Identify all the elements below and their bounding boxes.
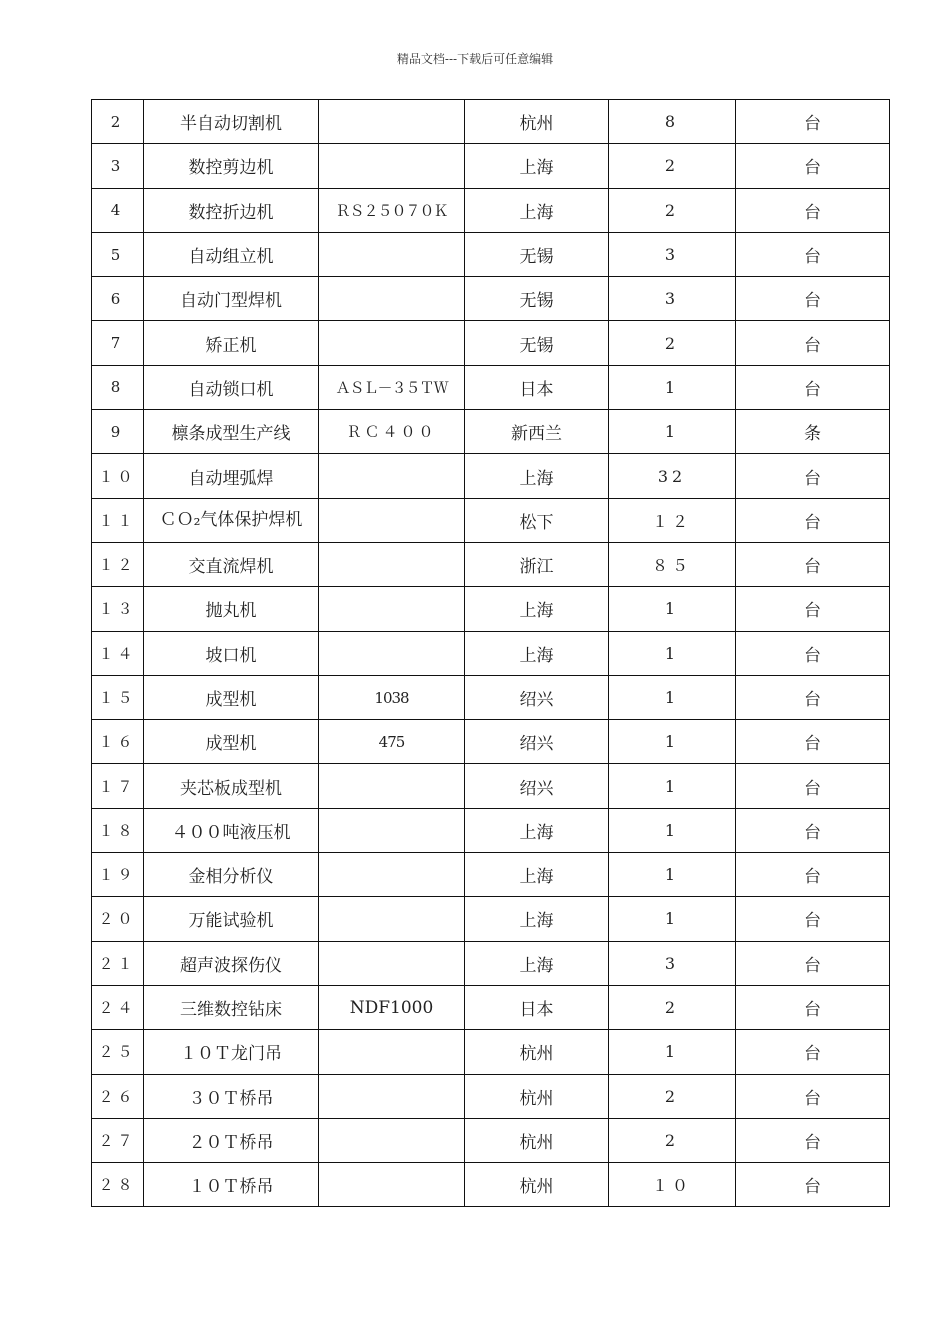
origin: 浙江 xyxy=(465,542,609,586)
quantity: 1 xyxy=(609,631,736,675)
row-number: １６ xyxy=(92,720,144,764)
quantity: ８５ xyxy=(609,542,736,586)
table-row xyxy=(92,410,890,454)
row-number: 9 xyxy=(92,410,144,454)
equipment-name: 檩条成型生产线 xyxy=(144,410,319,454)
model-number xyxy=(319,498,465,542)
table-row xyxy=(92,897,890,941)
quantity: 32 xyxy=(609,454,736,498)
model-number xyxy=(319,321,465,365)
origin: 上海 xyxy=(465,808,609,852)
model-number: ＲＳ２５０７０Ｋ xyxy=(319,188,465,232)
quantity: 1 xyxy=(609,1030,736,1074)
origin: 杭州 xyxy=(465,1030,609,1074)
model-number xyxy=(319,144,465,188)
table-row xyxy=(92,365,890,409)
quantity: 1 xyxy=(609,720,736,764)
table-row xyxy=(92,454,890,498)
model-number xyxy=(319,587,465,631)
table-row xyxy=(92,631,890,675)
table-row xyxy=(92,321,890,365)
row-number: 7 xyxy=(92,321,144,365)
quantity: 1 xyxy=(609,410,736,454)
quantity: 1 xyxy=(609,764,736,808)
quantity: 2 xyxy=(609,1074,736,1118)
unit: 台 xyxy=(736,542,890,586)
unit: 台 xyxy=(736,277,890,321)
quantity: 3 xyxy=(609,232,736,276)
unit: 台 xyxy=(736,897,890,941)
table-row xyxy=(92,985,890,1029)
equipment-name: 成型机 xyxy=(144,720,319,764)
unit: 台 xyxy=(736,1030,890,1074)
table-row xyxy=(92,764,890,808)
unit: 台 xyxy=(736,144,890,188)
model-number: 475 xyxy=(319,720,465,764)
equipment-name xyxy=(144,498,319,542)
origin: 日本 xyxy=(465,985,609,1029)
quantity: 2 xyxy=(609,985,736,1029)
quantity: 1 xyxy=(609,365,736,409)
table-row xyxy=(92,100,890,144)
quantity: 1 xyxy=(609,897,736,941)
table-row xyxy=(92,542,890,586)
row-number: ２８ xyxy=(92,1163,144,1207)
model-number xyxy=(319,100,465,144)
table-row xyxy=(92,1163,890,1207)
table-row xyxy=(92,498,890,542)
origin: 杭州 xyxy=(465,1163,609,1207)
quantity: 1 xyxy=(609,587,736,631)
row-number: 3 xyxy=(92,144,144,188)
equipment-table xyxy=(91,99,890,1207)
origin: 无锡 xyxy=(465,232,609,276)
table-row xyxy=(92,188,890,232)
table-row xyxy=(92,675,890,719)
model-number: NDF1000 xyxy=(319,985,465,1029)
row-number: 8 xyxy=(92,365,144,409)
row-number: ２４ xyxy=(92,985,144,1029)
equipment-name: 三维数控钻床 xyxy=(144,985,319,1029)
row-number: 4 xyxy=(92,188,144,232)
table-row xyxy=(92,808,890,852)
equipment-name: １０Ｔ龙门吊 xyxy=(144,1030,319,1074)
model-number xyxy=(319,1074,465,1118)
unit: 台 xyxy=(736,764,890,808)
origin: 无锡 xyxy=(465,277,609,321)
row-number: １９ xyxy=(92,853,144,897)
unit: 台 xyxy=(736,100,890,144)
equipment-name: 自动埋弧焊 xyxy=(144,454,319,498)
origin: 上海 xyxy=(465,631,609,675)
quantity: 2 xyxy=(609,144,736,188)
table-row xyxy=(92,1030,890,1074)
equipment-name-text: ＣＯ₂气体保护焊机 xyxy=(159,509,303,530)
equipment-name: 交直流焊机 xyxy=(144,542,319,586)
row-number: １２ xyxy=(92,542,144,586)
origin: 上海 xyxy=(465,941,609,985)
origin: 绍兴 xyxy=(465,720,609,764)
model-number xyxy=(319,1030,465,1074)
model-number xyxy=(319,631,465,675)
model-number xyxy=(319,454,465,498)
equipment-name: ３０Ｔ桥吊 xyxy=(144,1074,319,1118)
equipment-name: １０Ｔ桥吊 xyxy=(144,1163,319,1207)
equipment-name: 矫正机 xyxy=(144,321,319,365)
unit: 台 xyxy=(736,587,890,631)
origin: 新西兰 xyxy=(465,410,609,454)
quantity: 2 xyxy=(609,1118,736,1162)
equipment-name: 夹芯板成型机 xyxy=(144,764,319,808)
equipment-name: ４００吨液压机 xyxy=(144,808,319,852)
unit: 台 xyxy=(736,720,890,764)
row-number: 6 xyxy=(92,277,144,321)
table-row xyxy=(92,277,890,321)
model-number xyxy=(319,1163,465,1207)
origin: 上海 xyxy=(465,853,609,897)
unit: 台 xyxy=(736,808,890,852)
row-number: 2 xyxy=(92,100,144,144)
unit: 台 xyxy=(736,365,890,409)
origin: 上海 xyxy=(465,188,609,232)
row-number: １０ xyxy=(92,454,144,498)
row-number: ２５ xyxy=(92,1030,144,1074)
origin: 杭州 xyxy=(465,1118,609,1162)
origin: 日本 xyxy=(465,365,609,409)
unit: 台 xyxy=(736,1163,890,1207)
table-row xyxy=(92,941,890,985)
origin: 上海 xyxy=(465,454,609,498)
equipment-name: 数控剪边机 xyxy=(144,144,319,188)
equipment-name: 成型机 xyxy=(144,675,319,719)
origin: 杭州 xyxy=(465,100,609,144)
origin: 上海 xyxy=(465,144,609,188)
unit: 条 xyxy=(736,410,890,454)
equipment-name: 金相分析仪 xyxy=(144,853,319,897)
model-number xyxy=(319,897,465,941)
table-row xyxy=(92,853,890,897)
equipment-name: 数控折边机 xyxy=(144,188,319,232)
model-number: ＲＣ４００ xyxy=(319,410,465,454)
quantity: 1 xyxy=(609,675,736,719)
quantity: 1 xyxy=(609,808,736,852)
row-number: １４ xyxy=(92,631,144,675)
quantity: 8 xyxy=(609,100,736,144)
table-row xyxy=(92,587,890,631)
origin: 上海 xyxy=(465,587,609,631)
table-row xyxy=(92,232,890,276)
unit: 台 xyxy=(736,853,890,897)
model-number xyxy=(319,764,465,808)
unit: 台 xyxy=(736,1074,890,1118)
model-number: ＡＳＬ－３５ＴＷ xyxy=(319,365,465,409)
row-number: ２７ xyxy=(92,1118,144,1162)
row-number: １８ xyxy=(92,808,144,852)
quantity: 1 xyxy=(609,853,736,897)
table-row xyxy=(92,720,890,764)
unit: 台 xyxy=(736,941,890,985)
row-number: １３ xyxy=(92,587,144,631)
unit: 台 xyxy=(736,498,890,542)
model-number xyxy=(319,941,465,985)
unit: 台 xyxy=(736,188,890,232)
origin: 绍兴 xyxy=(465,764,609,808)
unit: 台 xyxy=(736,985,890,1029)
quantity: １０ xyxy=(609,1163,736,1207)
equipment-name: 抛丸机 xyxy=(144,587,319,631)
model-number xyxy=(319,853,465,897)
unit: 台 xyxy=(736,232,890,276)
equipment-name: 自动组立机 xyxy=(144,232,319,276)
model-number xyxy=(319,808,465,852)
table-row xyxy=(92,1118,890,1162)
model-number xyxy=(319,1118,465,1162)
equipment-name: 自动锁口机 xyxy=(144,365,319,409)
equipment-name: 万能试验机 xyxy=(144,897,319,941)
origin: 杭州 xyxy=(465,1074,609,1118)
unit: 台 xyxy=(736,321,890,365)
row-number: ２１ xyxy=(92,941,144,985)
unit: 台 xyxy=(736,1118,890,1162)
quantity: 3 xyxy=(609,941,736,985)
table-row xyxy=(92,144,890,188)
origin: 松下 xyxy=(465,498,609,542)
unit: 台 xyxy=(736,454,890,498)
row-number: １７ xyxy=(92,764,144,808)
equipment-name: 半自动切割机 xyxy=(144,100,319,144)
row-number: 5 xyxy=(92,232,144,276)
quantity: 2 xyxy=(609,321,736,365)
model-number xyxy=(319,277,465,321)
unit: 台 xyxy=(736,675,890,719)
quantity: 2 xyxy=(609,188,736,232)
origin: 无锡 xyxy=(465,321,609,365)
origin: 绍兴 xyxy=(465,675,609,719)
row-number: ２６ xyxy=(92,1074,144,1118)
equipment-name: 自动门型焊机 xyxy=(144,277,319,321)
table-row xyxy=(92,1074,890,1118)
model-number xyxy=(319,232,465,276)
quantity: 3 xyxy=(609,277,736,321)
model-number xyxy=(319,542,465,586)
row-number: ２０ xyxy=(92,897,144,941)
equipment-name: 超声波探伤仪 xyxy=(144,941,319,985)
equipment-name: ２０Ｔ桥吊 xyxy=(144,1118,319,1162)
origin: 上海 xyxy=(465,897,609,941)
row-number: １１ xyxy=(92,498,144,542)
model-number: 1038 xyxy=(319,675,465,719)
quantity: １２ xyxy=(609,498,736,542)
unit: 台 xyxy=(736,631,890,675)
row-number: １５ xyxy=(92,675,144,719)
equipment-name: 坡口机 xyxy=(144,631,319,675)
page-header: 精品文档---下载后可任意编辑 xyxy=(396,52,554,66)
